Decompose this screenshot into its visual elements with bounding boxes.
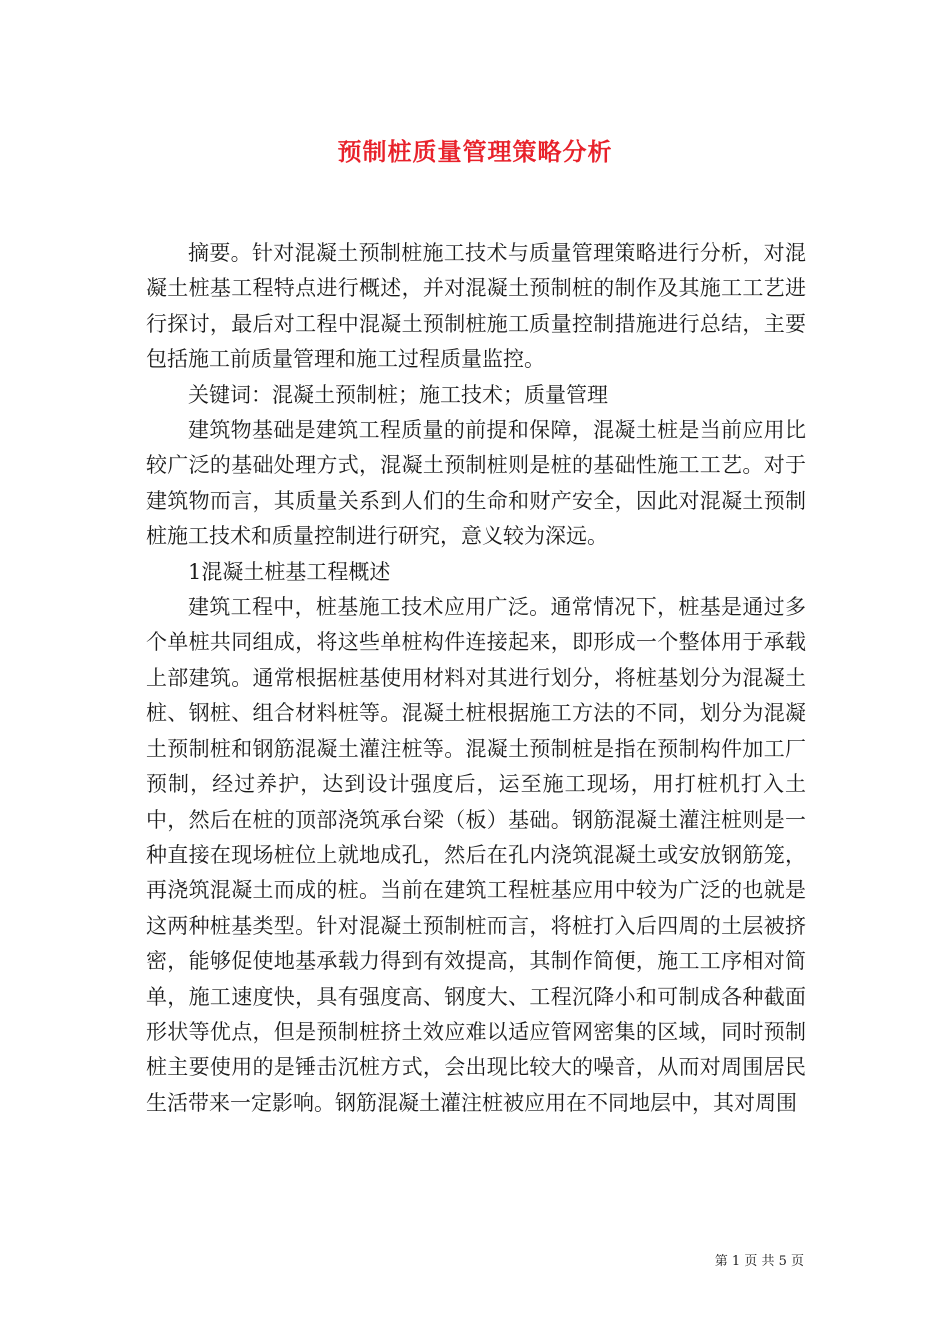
page-number-footer: 第 1 页 共 5 页: [714, 1254, 804, 1269]
abstract-paragraph: 摘要。针对混凝土预制桩施工技术与质量管理策略进行分析，对混凝土桩基工程特点进行概述，并对混凝土预制桩的制作及其施工工艺进行探讨，最后对工程中混凝土预制桩施工质量控制措施进行总结，主要包括施工前质量管理和施工过程质量监控。: [146, 241, 806, 372]
section-heading-1: 1混凝土桩基工程概述: [188, 559, 391, 584]
document-body: [146, 236, 806, 1121]
intro-paragraph: 建筑物基础是建筑工程质量的前提和保障，混凝土桩是当前应用比较广泛的基础处理方式，混凝土预制桩则是桩的基础性施工工艺。对于建筑物而言，其质量关系到人们的生命和财产安全，因此对混凝土预制桩施工技术和质量控制进行研究，意义较为深远。: [146, 418, 806, 549]
document-title: 预制桩质量管理策略分析: [337, 137, 613, 166]
keywords-paragraph: 关键词：混凝土预制桩；施工技术；质量管理: [188, 382, 608, 407]
section-1-paragraph: 建筑工程中，桩基施工技术应用广泛。通常情况下，桩基是通过多个单桩共同组成，将这些单桩构件连接起来，即形成一个整体用于承载上部建筑。通常根据桩基使用材料对其进行划分，将桩基划分为混凝土桩、钢桩、组合材料桩等。混凝土桩根据施工方法的不同，划分为混凝土预制桩和钢筋混凝土灌注桩等。混凝土预制桩是指在预制构件加工厂预制，经过养护，达到设计强度后，运至施工现场，用打桩机打入土中，然后在桩的顶部浇筑承台梁（板）基础。钢筋混凝土灌注桩则是一种直接在现场桩位上就地成孔，然后在孔内浇筑混凝土或安放钢筋笼，再浇筑混凝土而成的桩。当前在建筑工程桩基应用中较为广泛的也就是这两种桩基类型。针对混凝土预制桩而言，将桩打入后四周的土层被挤密，能够促使地基承载力得到有效提高，其制作简便，施工工序相对简单，施工速度快，具有强度高、钢度大、工程沉降小和可制成各种截面形状等优点，但是预制桩挤土效应难以适应管网密集的区域，同时预制桩主要使用的是锤击沉桩方式，会出现比较大的噪音，从而对周围居民生活带来一定影响。钢筋混凝土灌注桩被应用在不同地层中，其对周围: [146, 595, 806, 1115]
